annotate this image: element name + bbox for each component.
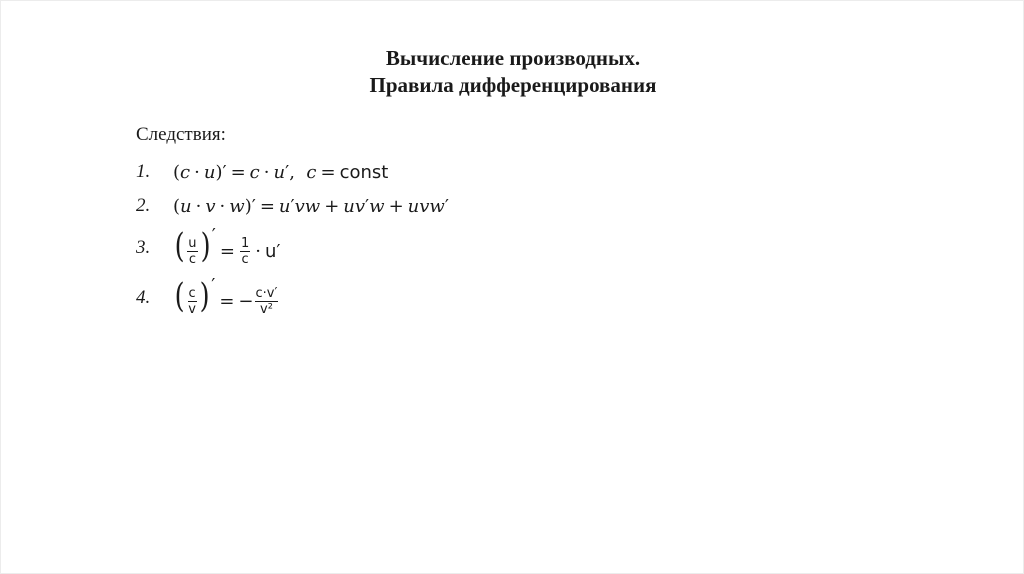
corollaries-heading: Следствия: — [136, 124, 226, 145]
item-number: 2. — [136, 195, 151, 216]
formula-expression: ( $\frac{u}{c}$ )′= $\frac{1}{c}$ · u′ — [174, 224, 281, 268]
item-number: 3. — [136, 237, 151, 258]
content-block — [136, 123, 449, 323]
item-number: 4. — [136, 287, 151, 308]
formula-expression: ( $\frac{c}{v}$ )′= − $\frac{c\cdot v'}{\text{v²}}$ — [174, 274, 278, 318]
formula-2 — [136, 189, 449, 223]
slide-title — [1, 45, 1024, 99]
formula-3 — [136, 223, 449, 273]
formula-1 — [136, 155, 449, 189]
formula-expression: (u · v · w)′ = u′vw + uv′w + uvw′ — [173, 195, 449, 217]
formula-expression: (c · u)′ = c · u′, c = const — [173, 161, 389, 183]
title-line-2: Правила дифференцирования — [369, 73, 657, 97]
title-line-1: Вычисление производных. — [385, 46, 641, 70]
item-number: 1. — [136, 161, 151, 182]
formula-4 — [136, 273, 449, 323]
